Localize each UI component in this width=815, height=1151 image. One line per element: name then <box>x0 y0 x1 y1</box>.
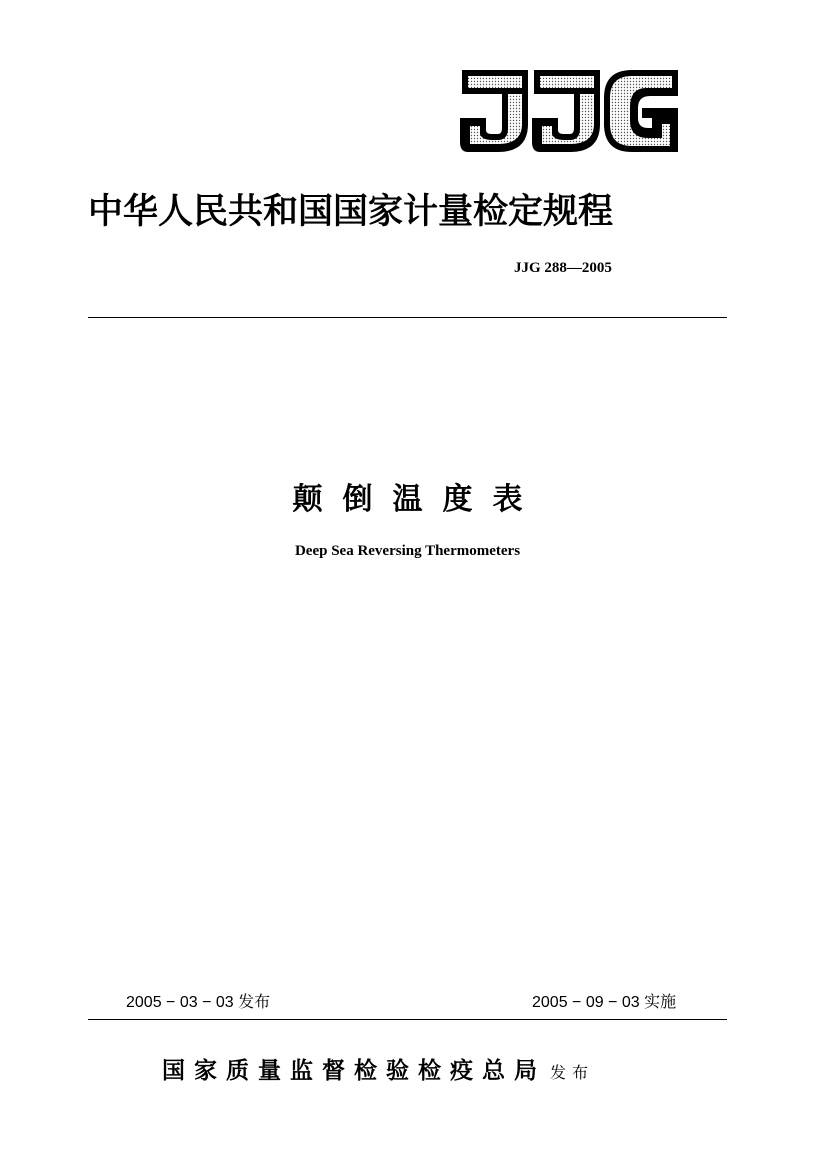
issuer-suffix: 发布 <box>550 1063 595 1082</box>
bottom-divider <box>88 1019 727 1020</box>
document-subtitle: Deep Sea Reversing Thermometers <box>294 543 521 559</box>
logo-letter-g <box>604 70 678 152</box>
regulation-series-title: 中华人民共和国国家计量检定规程 <box>88 191 614 232</box>
issue-date: 2005 − 03 − 03 发布 <box>126 994 271 1011</box>
issuer-line <box>162 1052 594 1085</box>
issuer-name: 国家质量监督检验检疫总局 <box>162 1057 546 1084</box>
logo-letter-j-2 <box>532 70 600 152</box>
logo-letter-j-1 <box>460 70 528 152</box>
jjg-logo <box>458 68 680 154</box>
effective-date: 2005 − 09 − 03 实施 <box>532 994 677 1011</box>
document-title: 颠倒温度表 <box>292 482 543 517</box>
top-divider <box>88 317 727 318</box>
standard-number: JJG 288—2005 <box>514 260 612 276</box>
